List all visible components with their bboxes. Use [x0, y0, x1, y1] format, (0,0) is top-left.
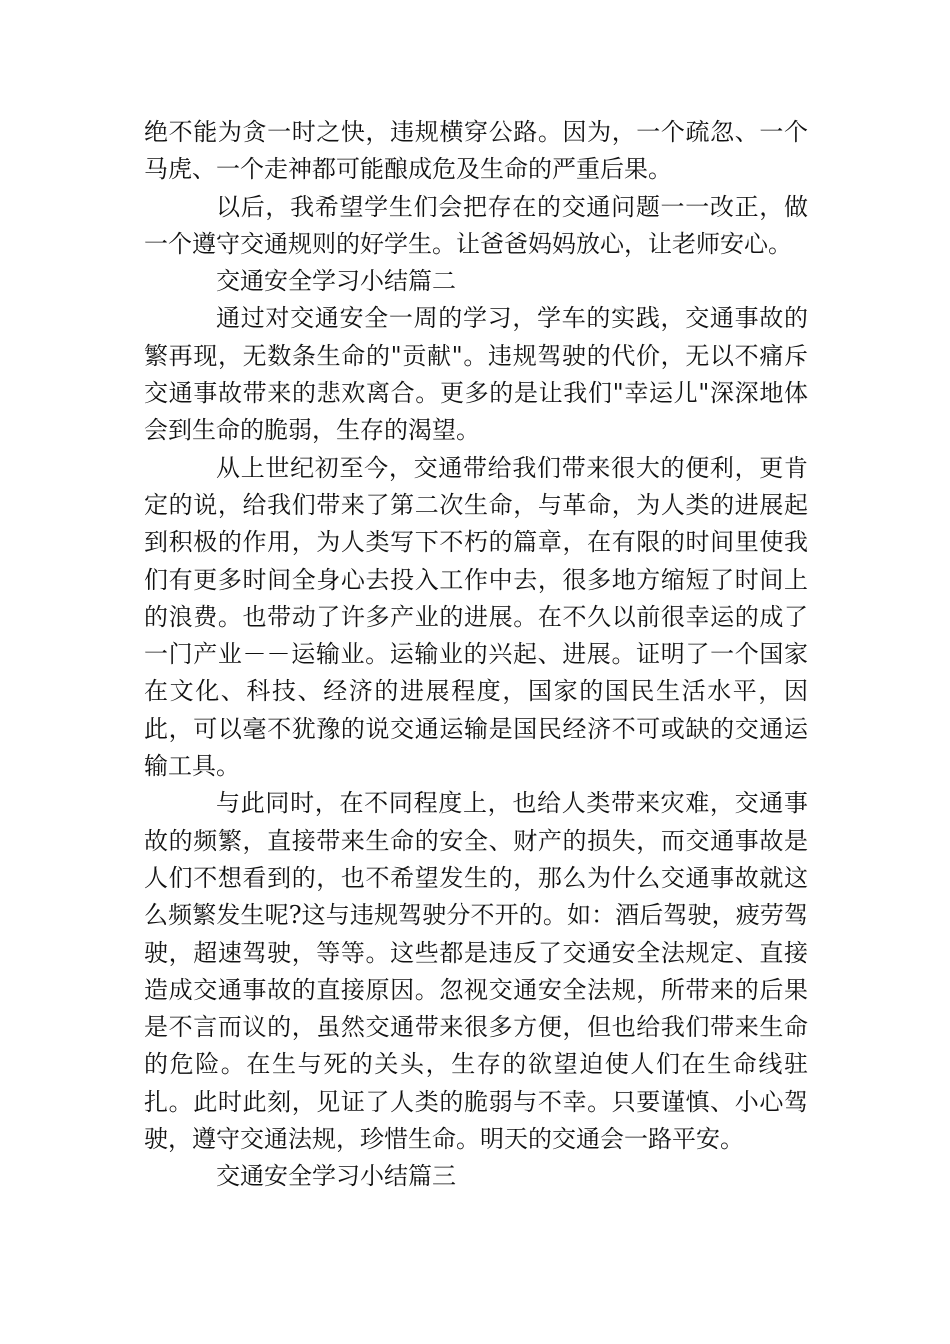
paragraph-continuation: 绝不能为贪一时之快，违规横穿公路。因为，一个疏忽、一个马虎、一个走神都可能酿成危及生命的严重后果。 — [144, 118, 808, 184]
section-heading-part-three: 交通安全学习小结篇三 — [216, 1162, 456, 1191]
section-heading-part-two: 交通安全学习小结篇二 — [216, 267, 456, 296]
paragraph-study-reflection: 通过对交通安全一周的学习，学车的实践，交通事故的繁再现，无数条生命的"贡献"。违规驾驶的代价，无以不痛斥交通事故带来的悲欢离合。更多的是让我们"幸运儿"深深地体会到生命的脆弱，生存的渴望。 — [144, 304, 808, 445]
paragraph-hope: 以后，我希望学生们会把存在的交通问题一一改正，做一个遵守交通规则的好学生。让爸爸妈妈放心，让老师安心。 — [144, 192, 808, 258]
paragraph-traffic-accidents: 与此同时，在不同程度上，也给人类带来灾难，交通事故的频繁，直接带来生命的安全、财产的损失，而交通事故是人们不想看到的，也不希望发生的，那么为什么交通事故就这么频繁发生呢?这与违规驾驶分不开的。如：酒后驾驶，疲劳驾驶，超速驾驶，等等。这些都是违反了交通安全法规定、直接造成交通事故的直接原因。忽视交通安全法规，所带来的后果是不言而议的，虽然交通带来很多方便，但也给我们带来生命的危险。在生与死的关头，生存的欲望迫使人们在生命线驻扎。此时此刻，见证了人类的脆弱与不幸。只要谨慎、小心驾驶，遵守交通法规，珍惜生命。明天的交通会一路平安。 — [144, 789, 808, 1154]
document-body — [144, 114, 808, 1196]
paragraph-transport-benefits: 从上世纪初至今，交通带给我们带来很大的便利，更肯定的说，给我们带来了第二次生命，与革命，为人类的进展起到积极的作用，为人类写下不朽的篇章，在有限的时间里使我们有更多时间全身心去投入工作中去，很多地方缩短了时间上的浪费。也带动了许多产业的进展。在不久以前很幸运的成了一门产业－－运输业。运输业的兴起、进展。证明了一个国家在文化、科技、经济的进展程度，国家的国民生活水平，因此，可以毫不犹豫的说交通运输是国民经济不可或缺的交通运输工具。 — [144, 453, 808, 781]
